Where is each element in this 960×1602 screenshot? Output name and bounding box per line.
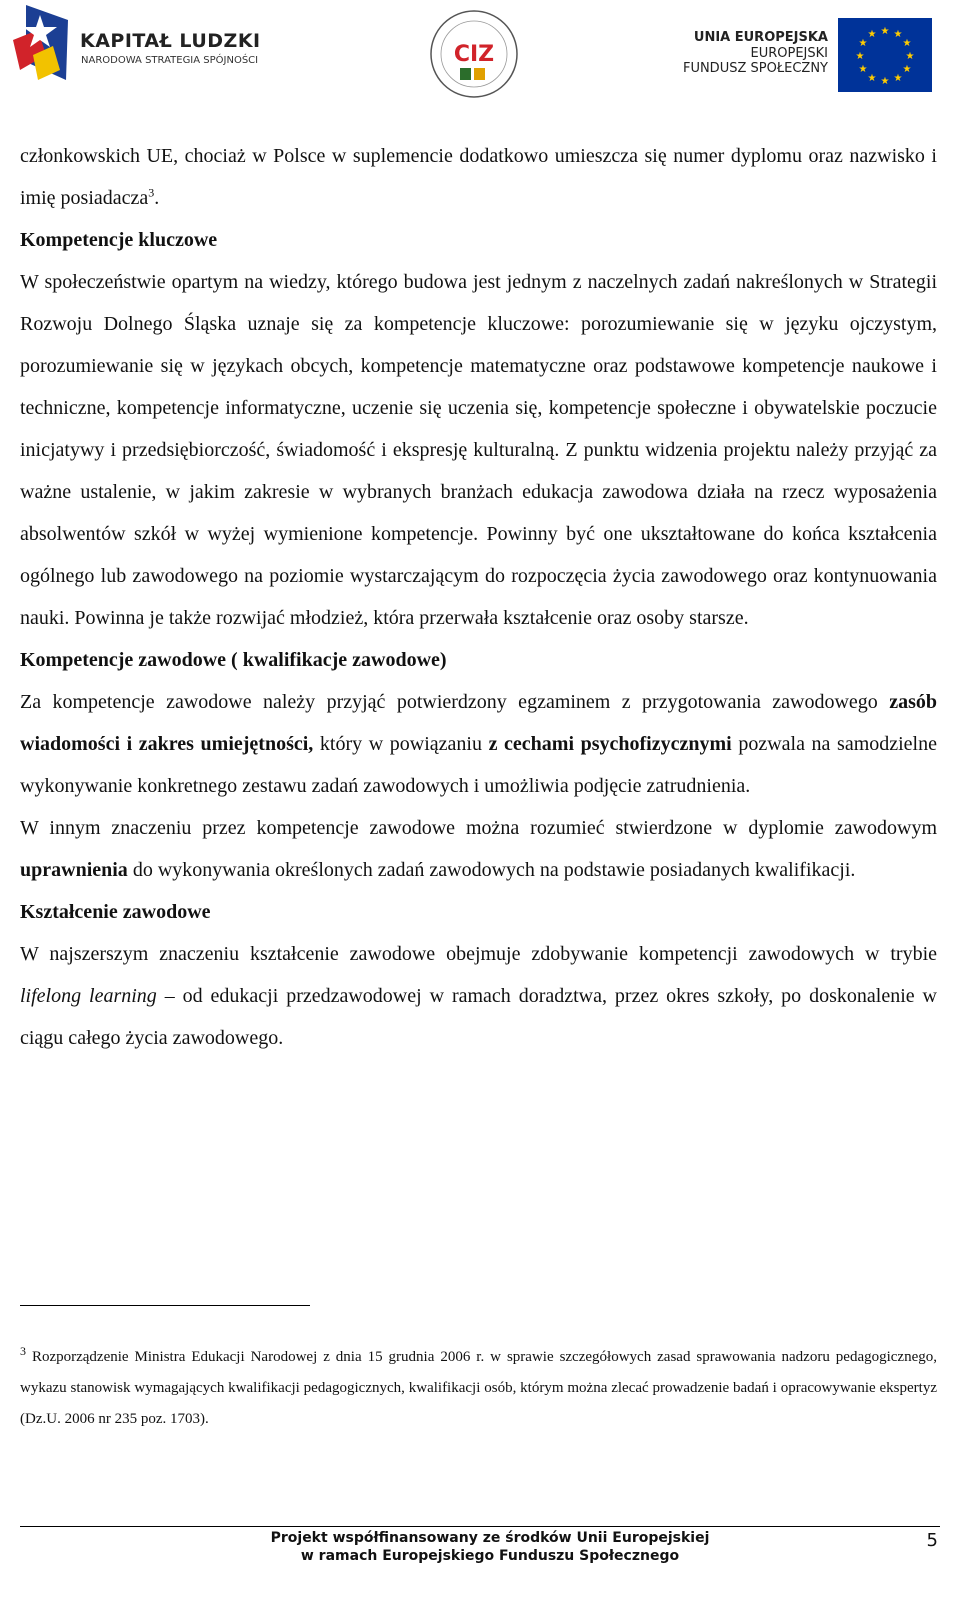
footnote-separator — [20, 1305, 310, 1306]
footer-line-1: Projekt współfinansowany ze środków Unii Europejskiej — [270, 1530, 710, 1546]
paragraph-3-part-a: Za kompetencje zawodowe należy przyjąć potwierdzony egzaminem z przygotowania zawodowego — [20, 691, 890, 713]
paragraph-5-part-a: W najszerszym znaczeniu kształcenie zawodowe obejmuje zdobywanie kompetencji zawodowych w trybie — [20, 943, 937, 965]
paragraph-3-bold-2: z cechami psychofizycznymi — [488, 733, 732, 755]
footer-line-2: w ramach Europejskiego Funduszu Społecznego — [300, 1548, 680, 1564]
paragraph-3-part-c: który w powiązaniu — [313, 733, 489, 755]
svg-text:★: ★ — [858, 64, 868, 75]
svg-text:★: ★ — [880, 26, 890, 37]
paragraph-5 — [20, 933, 937, 1059]
eu-line-1: UNIA EUROPEJSKA — [693, 30, 828, 45]
paragraph-4-bold: uprawnienia — [20, 859, 128, 881]
eu-logo — [670, 18, 932, 98]
heading-professional-competences: Kompetencje zawodowe ( kwalifikacje zawodowe) — [20, 649, 447, 671]
kapital-ludzki-emblem-icon — [8, 0, 78, 92]
heading-key-competences: Kompetencje kluczowe — [20, 229, 218, 251]
page-number: 5 — [926, 1530, 938, 1551]
paragraph-4-part-c: do wykonywania określonych zadań zawodowych na podstawie posiadanych kwalifikacji. — [127, 859, 856, 881]
paragraph-5-part-c: – od edukacji przedzawodowej w ramach doradztwa, przez okres szkoły, po doskonalenie w ciągu całego życia zawodowego. — [20, 985, 937, 1049]
svg-text:★: ★ — [893, 29, 903, 40]
logo-subtitle: NARODOWA STRATEGIA SPÓJNOŚCI — [81, 55, 259, 66]
document-body — [20, 135, 937, 1059]
ciz-logo-text: CIZ — [453, 42, 495, 67]
paragraph-4-part-a: W innym znaczeniu przez kompetencje zawodowe można rozumieć stwierdzone w dyplomie zawodowym — [20, 817, 937, 839]
page-footer — [180, 1529, 800, 1565]
svg-text:★: ★ — [902, 38, 912, 49]
footnote-ref[interactable]: 3 — [148, 185, 155, 200]
paragraph-1-end: . — [154, 187, 160, 209]
paragraph-5-italic: lifelong learning — [20, 985, 157, 1007]
page-header — [0, 0, 960, 110]
paragraph-1-text: członkowskich UE, chociaż w Polsce w suplemencie dodatkowo umieszcza się numer dyplomu oraz nazwisko i imię posiadacza — [20, 145, 937, 209]
svg-text:★: ★ — [902, 64, 912, 75]
paragraph-3 — [20, 681, 937, 807]
kapital-ludzki-logo — [8, 0, 288, 95]
footer-separator — [20, 1526, 940, 1527]
heading-vocational-education: Kształcenie zawodowe — [20, 901, 211, 923]
svg-text:★: ★ — [867, 29, 877, 40]
paragraph-3-bold-1: zasób wiadomości i zakres umiejętności, — [20, 691, 937, 755]
eu-flag-icon — [838, 18, 932, 92]
svg-text:★: ★ — [855, 51, 865, 62]
footnote-number: 3 — [20, 1344, 26, 1358]
svg-text:★: ★ — [880, 76, 890, 87]
paragraph-2: W społeczeństwie opartym na wiedzy, którego budowa jest jednym z naczelnych zadań nakreślonych w Strategii Rozwoju Dolnego Śląska uznaje się za kompetencje kluczowe: porozumiewanie się w języku ojczystym, porozumiewanie się w językach obcych, kompetencje matematyczne oraz podstawowe kompetencje naukowe i techniczne, kompetencje informatyczne, uczenie się uczenia się, kompetencje społeczne i obywatelskie poczucie inicjatywy i przedsiębiorczość, świadomość i ekspresję kulturalną. Z punktu widzenia projektu należy przyjąć za ważne ustalenie, w jakim zakresie w wybranych branżach edukacja zawodowa działa na rzecz wyposażenia absolwentów szkół w wyżej wymienione kompetencje. Powinny być one ukształtowane do końca kształcenia ogólnego lub zawodowego na poziomie wystarczającym do rozpoczęcia życia zawodowego oraz kontynuowania nauki. Powinna je także rozwijać młodzież, która przerwała kształcenie oraz osoby starsze. — [20, 271, 937, 629]
svg-text:★: ★ — [867, 73, 877, 84]
eu-line-2: EUROPEJSKI — [750, 45, 828, 61]
svg-text:★: ★ — [858, 38, 868, 49]
eu-line-3: FUNDUSZ SPOŁECZNY — [682, 61, 828, 77]
ciz-logo — [428, 8, 520, 100]
svg-text:★: ★ — [905, 51, 915, 62]
footnote-text: Rozporządzenie Ministra Edukacji Narodowej z dnia 15 grudnia 2006 r. w sprawie szczegółowych zasad sprawowania nadzoru pedagogicznego, wykazu stanowisk wymagających kwalifikacji pedagogicznych, kwalifikacji osób, którym można zlecać prowadzenie badań i opracowywanie ekspertyz (Dz.U. 2006 nr 235 poz. 1703). — [20, 1349, 937, 1427]
eu-logo-text — [683, 30, 828, 77]
paragraph-4 — [20, 807, 937, 891]
footnote — [20, 1342, 937, 1435]
paragraph-1 — [20, 135, 937, 219]
paragraph-3-part-e: pozwala na samodzielne wykonywanie konkretnego zestawu zadań zawodowych i umożliwia podjęcie zatrudnienia. — [20, 733, 937, 797]
logo-title: KAPITAŁ LUDZKI — [80, 30, 261, 52]
svg-text:★: ★ — [893, 73, 903, 84]
